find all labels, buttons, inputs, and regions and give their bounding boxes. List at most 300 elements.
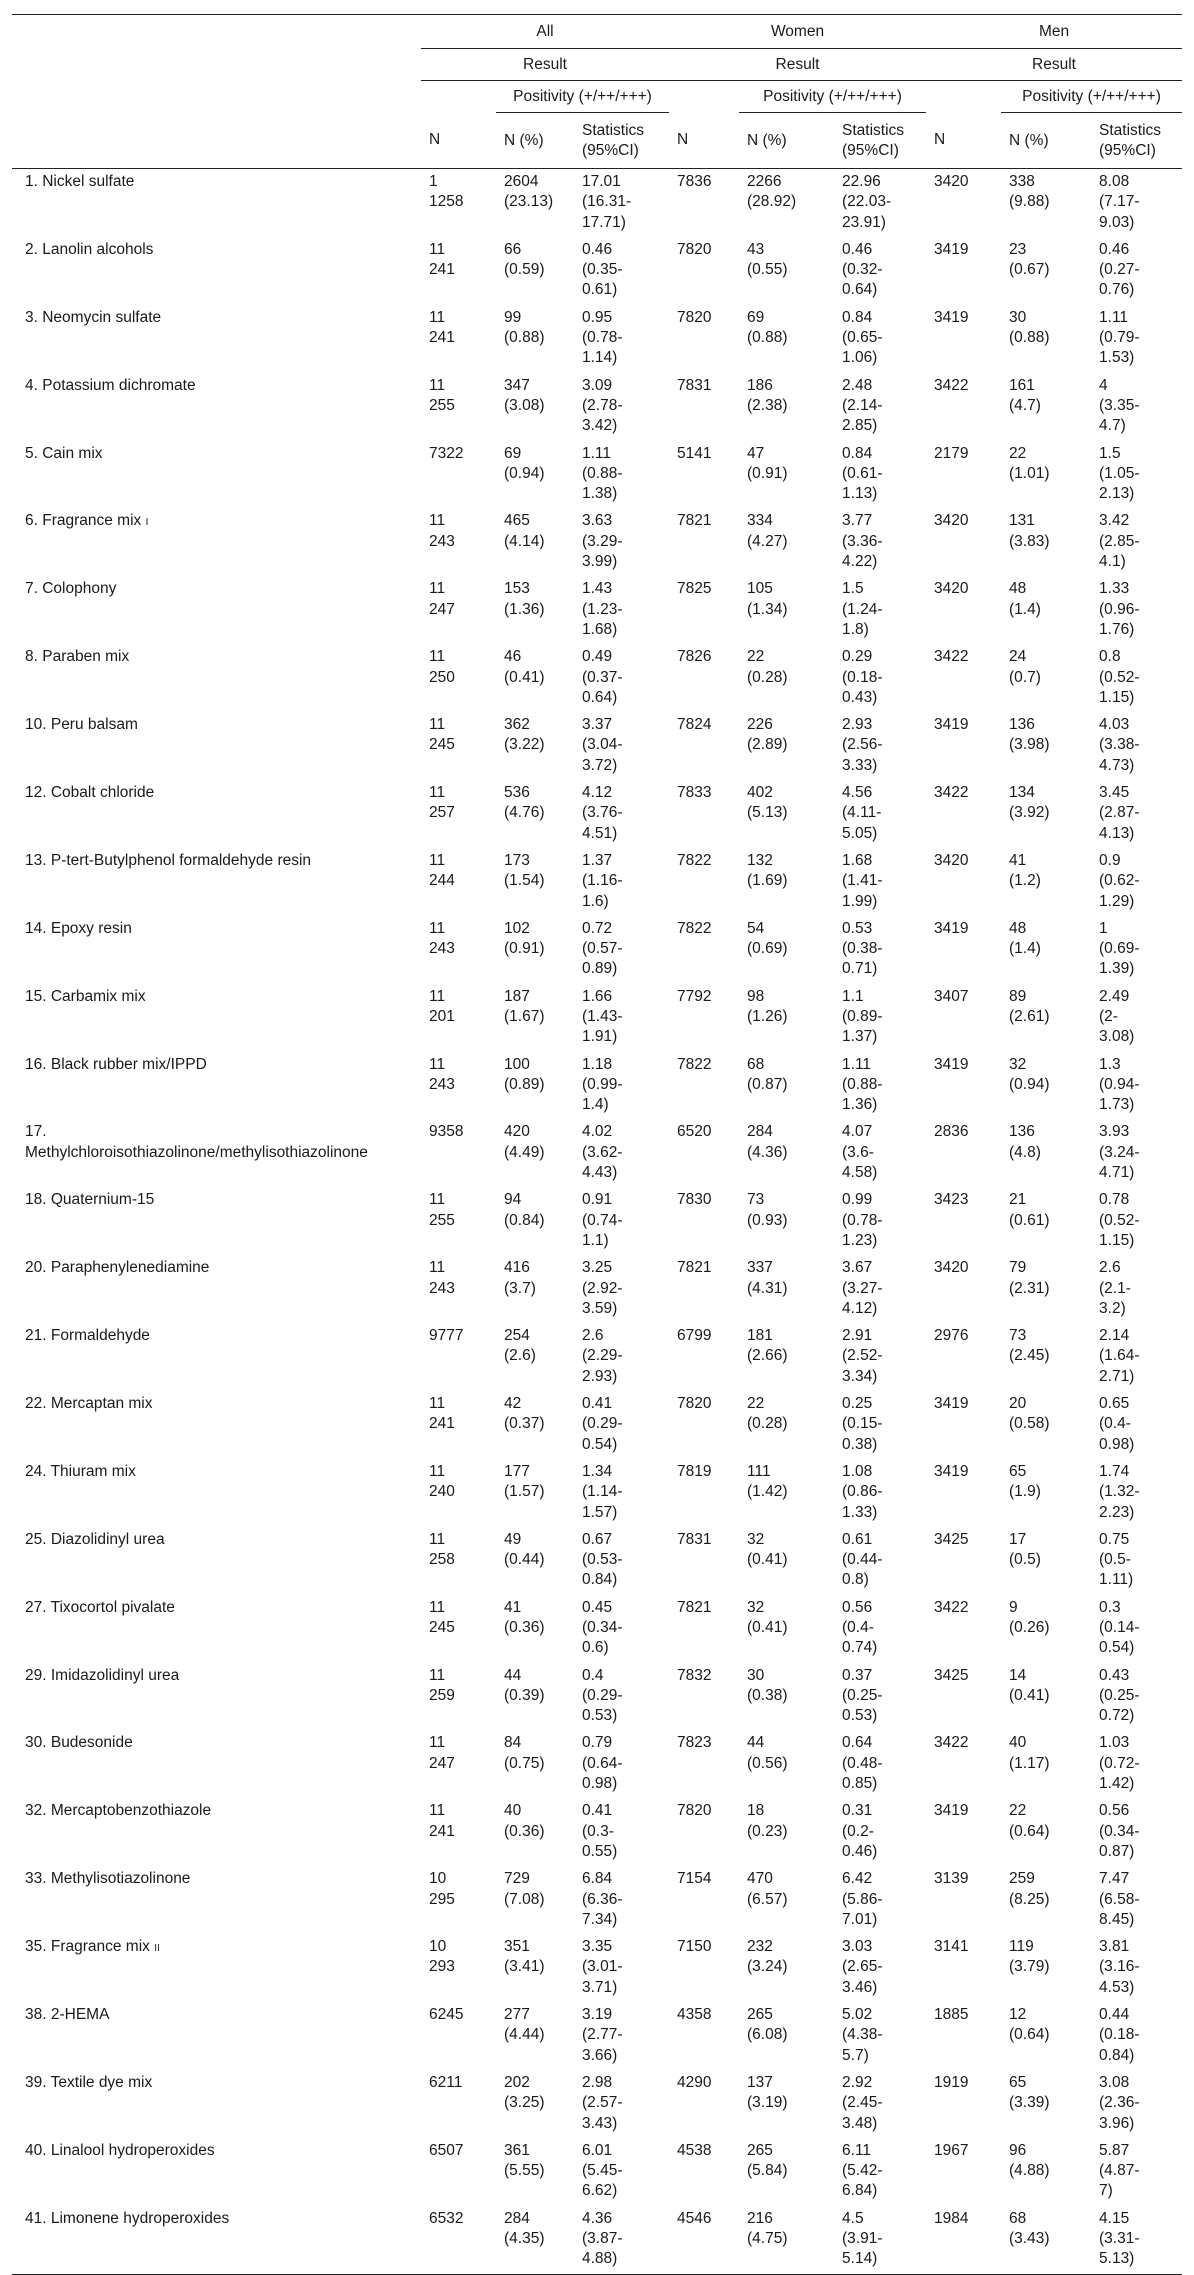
cell-all-stats: 0.91 (0.74- 1.1) <box>582 1191 623 1249</box>
cell-all-n: 11 250 <box>429 648 455 686</box>
patch-test-results-table <box>12 14 1182 2275</box>
cell-women-n-pct: 137 (3.19) <box>747 2073 788 2112</box>
result-all: Result <box>421 49 669 81</box>
cell-all-n: 11 255 <box>429 376 455 414</box>
cell-men-n: 3420 <box>934 580 969 598</box>
table-row <box>12 1255 1182 1323</box>
cell-women-n: 4538 <box>677 2141 712 2159</box>
cell-all-n: 11 241 <box>429 308 455 347</box>
allergen-name: 32. Mercaptobenzothiazole <box>25 1802 212 1820</box>
cell-women-stats: 2.93 (2.56- 3.33) <box>842 716 883 774</box>
cell-men-stats: 3.08 (2.36- 3.96) <box>1099 2073 1140 2132</box>
header-blank <box>12 15 421 49</box>
cell-women-stats: 0.64 (0.48- 0.85) <box>842 1734 883 1793</box>
cell-men-stats: 2.49 (2- 3.08) <box>1099 987 1135 1046</box>
cell-men-stats: 3.81 (3.16- 4.53) <box>1099 1938 1140 1996</box>
cell-women-n: 7820 <box>677 240 712 258</box>
positivity-all: Positivity (+/++/+++) <box>496 81 669 113</box>
cell-all-n-pct: 42 (0.37) <box>504 1395 545 1433</box>
allergen-cell <box>12 2138 421 2206</box>
cell-all-n: 9358 <box>429 1123 464 1141</box>
header-blank <box>926 81 1001 113</box>
cell-men-n: 1984 <box>926 2206 1001 2274</box>
cell-men-stats: 0.3 (0.14- 0.54) <box>1099 1598 1140 1657</box>
cell-women-n: 6520 <box>677 1123 712 1141</box>
table-row <box>12 1866 1182 1934</box>
allergen-cell <box>12 1391 421 1459</box>
cell-women-n-pct: 470 (6.57) <box>747 1870 788 1908</box>
cell-all-n: 11 257 <box>429 784 455 822</box>
cell-women-n-pct: 18 (0.23) <box>747 1802 788 1840</box>
cell-women-n: 6799 <box>677 1327 712 1345</box>
cell-all-n: 11 241 <box>429 1395 455 1433</box>
cell-all-n: 1 1258 <box>429 173 464 211</box>
cell-men-n: 1967 <box>934 2141 969 2159</box>
cell-all-n: 11 247 <box>429 1734 455 1772</box>
allergen-name: 5. Cain mix <box>25 444 103 462</box>
cell-men-n: 3139 <box>934 1870 969 1888</box>
col-all-stats: Statistics (95%CI) <box>574 113 669 169</box>
allergen-name: 4. Potassium dichromate <box>25 376 196 394</box>
cell-men-n-pct: 40 (1.17) <box>1009 1734 1050 1772</box>
cell-men-n-pct: 14 (0.41) <box>1009 1666 1050 1704</box>
cell-women-stats: 6.11 (5.42- 6.84) <box>842 2141 883 2200</box>
cell-men-stats: 0.56 (0.34- 0.87) <box>1099 1802 1140 1860</box>
cell-men-n: 3422 <box>934 784 969 802</box>
cell-men-n-pct: 23 (0.67) <box>1009 240 1050 279</box>
cell-women-n: 7820 <box>677 308 712 326</box>
cell-women-stats: 0.37 (0.25- 0.53) <box>842 1666 883 1725</box>
allergen-cell <box>12 1187 421 1255</box>
cell-men-stats: 1.3 (0.94- 1.73) <box>1099 1055 1140 1114</box>
allergen-cell <box>12 712 421 780</box>
cell-women-stats: 0.56 (0.4- 0.74) <box>842 1598 878 1657</box>
allergen-cell <box>12 1730 421 1798</box>
table-header <box>12 15 1182 169</box>
cell-women-n: 7820 <box>677 1395 712 1413</box>
cell-men-n-pct: 24 (0.7) <box>1009 648 1041 686</box>
allergen-cell <box>12 1052 421 1120</box>
cell-women-stats: 0.31 (0.2- 0.46) <box>842 1802 878 1860</box>
cell-men-stats: 1.33 (0.96- 1.76) <box>1099 580 1140 638</box>
cell-all-n: 11 240 <box>429 1462 455 1501</box>
cell-all-n: 11 244 <box>429 851 455 890</box>
cell-men-n-pct: 136 (4.8) <box>1009 1123 1041 1161</box>
table-row <box>12 237 1182 305</box>
cell-all-n: 11 243 <box>429 1259 455 1297</box>
allergen-cell <box>12 508 421 576</box>
cell-all-n-pct: 49 (0.44) <box>504 1530 545 1569</box>
cell-all-n-pct: 351 (3.41) <box>504 1938 545 1976</box>
cell-men-n: 3422 <box>934 376 969 394</box>
cell-men-n-pct: 119 (3.79) <box>1009 1938 1050 1976</box>
allergen-name: 25. Diazolidinyl urea <box>25 1530 165 1548</box>
cell-women-n-pct: 186 (2.38) <box>747 376 788 414</box>
allergen-name: 12. Cobalt chloride <box>25 784 155 802</box>
cell-all-n-pct: 84 (0.75) <box>504 1734 545 1772</box>
table-row <box>12 2002 1182 2070</box>
cell-women-n: 7826 <box>677 648 712 666</box>
allergen-cell <box>12 984 421 1052</box>
cell-all-stats: 0.45 (0.34- 0.6) <box>582 1598 623 1657</box>
table-row <box>12 984 1182 1052</box>
cell-women-n: 7831 <box>677 1530 712 1548</box>
cell-women-n: 7836 <box>677 173 712 190</box>
cell-women-stats: 0.29 (0.18- 0.43) <box>842 648 883 706</box>
cell-men-n-pct: 131 (3.83) <box>1009 512 1050 550</box>
cell-men-n: 3425 <box>934 1666 969 1684</box>
allergen-name: 30. Budesonide <box>25 1734 133 1752</box>
cell-all-stats: 17.01 (16.31- 17.71) <box>582 173 632 231</box>
cell-all-stats: 0.4 (0.29- 0.53) <box>582 1666 623 1725</box>
cell-all-stats: 3.25 (2.92- 3.59) <box>582 1259 623 1317</box>
cell-all-stats: 0.67 (0.53- 0.84) <box>582 1530 623 1589</box>
header-result-row <box>12 49 1182 81</box>
cell-all-n-pct: 536 (4.76) <box>504 784 545 822</box>
cell-women-n-pct: 98 (1.26) <box>747 987 788 1025</box>
cell-men-stats: 4.15 (3.31- 5.13) <box>1091 2206 1182 2274</box>
allergen-cell <box>12 780 421 848</box>
cell-all-n: 11 201 <box>429 987 455 1025</box>
allergen-cell <box>12 916 421 984</box>
cell-all-n-pct: 347 (3.08) <box>504 376 545 414</box>
cell-women-n-pct: 32 (0.41) <box>747 1530 788 1569</box>
allergen-cell <box>12 1934 421 2002</box>
cell-all-n-pct: 187 (1.67) <box>504 987 545 1025</box>
cell-all-stats: 1.18 (0.99- 1.4) <box>582 1055 623 1114</box>
result-men: Result <box>926 49 1182 81</box>
cell-women-n-pct: 132 (1.69) <box>747 851 788 890</box>
cell-men-n-pct: 12 (0.64) <box>1009 2006 1050 2044</box>
cell-all-n-pct: 173 (1.54) <box>504 851 545 890</box>
cell-men-n: 3419 <box>934 240 969 258</box>
cell-all-stats: 1.37 (1.16- 1.6) <box>582 851 623 910</box>
allergen-cell <box>12 2070 421 2138</box>
cell-men-n: 2179 <box>934 444 969 462</box>
col-all-n-pct: N (%) <box>496 113 574 169</box>
cell-men-n-pct: 68 (3.43) <box>1001 2206 1091 2274</box>
cell-women-n: 7830 <box>677 1191 712 1209</box>
cell-women-stats: 5.02 (4.38- 5.7) <box>842 2006 883 2064</box>
cell-all-n: 11 245 <box>429 1598 455 1636</box>
table-row <box>12 441 1182 509</box>
allergen-cell <box>12 237 421 305</box>
cell-all-n: 7322 <box>429 444 464 462</box>
allergen-cell <box>12 1119 421 1187</box>
cell-all-stats: 3.37 (3.04- 3.72) <box>582 716 623 774</box>
cell-women-stats: 4.56 (4.11- 5.05) <box>842 784 882 842</box>
col-men-n-pct: N (%) <box>1001 113 1091 169</box>
cell-women-n-pct: 265 (6.08) <box>747 2006 788 2044</box>
cell-all-stats: 0.72 (0.57- 0.89) <box>582 919 623 978</box>
cell-men-n: 3419 <box>934 716 969 734</box>
cell-men-stats: 0.78 (0.52- 1.15) <box>1099 1191 1140 1249</box>
cell-all-n-pct: 100 (0.89) <box>504 1055 545 1093</box>
cell-all-n-pct: 254 (2.6) <box>504 1327 536 1365</box>
allergen-cell <box>12 1323 421 1391</box>
allergen-cell <box>12 373 421 441</box>
cell-all-n-pct: 102 (0.91) <box>504 919 545 958</box>
cell-women-n: 5141 <box>677 444 712 462</box>
allergen-name: 22. Mercaptan mix <box>25 1395 153 1413</box>
cell-women-n-pct: 284 (4.36) <box>747 1123 788 1161</box>
cell-men-stats: 0.75 (0.5- 1.11) <box>1099 1530 1134 1589</box>
cell-women-n-pct: 111 (1.42) <box>747 1462 788 1501</box>
group-all: All <box>421 15 669 49</box>
cell-women-n: 7820 <box>677 1802 712 1820</box>
cell-men-n-pct: 89 (2.61) <box>1009 987 1050 1025</box>
cell-men-stats: 3.45 (2.87- 4.13) <box>1099 784 1140 842</box>
table-row <box>12 1934 1182 2002</box>
cell-men-n: 1885 <box>934 2006 969 2024</box>
cell-men-n: 3419 <box>934 1462 969 1480</box>
cell-women-n-pct: 32 (0.41) <box>747 1598 788 1636</box>
cell-women-n: 7154 <box>677 1870 712 1888</box>
allergen-cell <box>12 1663 421 1731</box>
cell-women-stats: 4.07 (3.6- 4.58) <box>842 1123 878 1182</box>
table-row <box>12 1323 1182 1391</box>
table-row <box>12 1527 1182 1595</box>
cell-men-n-pct: 65 (3.39) <box>1009 2073 1050 2112</box>
cell-men-n-pct: 32 (0.94) <box>1009 1055 1050 1093</box>
cell-all-n-pct: 66 (0.59) <box>504 240 545 279</box>
cell-all-stats: 0.46 (0.35- 0.61) <box>582 240 623 299</box>
cell-women-stats: 0.61 (0.44- 0.8) <box>842 1530 883 1589</box>
cell-all-n-pct: 362 (3.22) <box>504 716 545 754</box>
cell-men-n-pct: 30 (0.88) <box>1009 308 1050 347</box>
allergen-cell <box>12 2206 421 2274</box>
header-columns-row <box>12 113 1182 169</box>
allergen-name: 38. 2-HEMA <box>25 2006 110 2024</box>
allergen-name: 6. Fragrance mix <box>25 512 142 530</box>
cell-all-n: 10 293 <box>429 1938 455 1976</box>
table-row <box>12 576 1182 644</box>
header-blank <box>669 81 739 113</box>
cell-all-stats: 6.84 (6.36- 7.34) <box>582 1870 623 1928</box>
cell-men-stats: 1.11 (0.79- 1.53) <box>1099 308 1140 367</box>
allergen-name: 35. Fragrance mix <box>25 1938 150 1956</box>
allergen-cell <box>12 1866 421 1934</box>
cell-all-n: 6532 <box>421 2206 496 2274</box>
cell-all-stats: 3.63 (3.29- 3.99) <box>582 512 623 571</box>
cell-men-n-pct: 20 (0.58) <box>1009 1395 1050 1433</box>
cell-all-n: 9777 <box>429 1327 464 1345</box>
allergen-cell <box>12 169 421 237</box>
cell-all-stats: 1.34 (1.14- 1.57) <box>582 1462 623 1521</box>
cell-men-n: 3423 <box>934 1191 969 1209</box>
cell-men-stats: 7.47 (6.58- 8.45) <box>1099 1870 1140 1928</box>
cell-men-n-pct: 48 (1.4) <box>1009 580 1041 618</box>
cell-men-n: 3422 <box>934 648 969 666</box>
allergen-name: 16. Black rubber mix/IPPD <box>25 1055 207 1073</box>
col-women-stats: Statistics (95%CI) <box>834 113 926 169</box>
cell-women-stats: 6.42 (5.86- 7.01) <box>842 1870 883 1928</box>
header-blank <box>12 113 421 169</box>
cell-women-n: 4358 <box>677 2006 712 2024</box>
cell-all-n-pct: 277 (4.44) <box>504 2006 545 2044</box>
cell-women-n-pct: 334 (4.27) <box>747 512 788 550</box>
cell-men-stats: 0.43 (0.25- 0.72) <box>1099 1666 1140 1725</box>
table-row <box>12 1391 1182 1459</box>
cell-women-stats: 1.5 (1.24- 1.8) <box>842 580 883 638</box>
table-row <box>12 2206 1182 2274</box>
cell-men-stats: 2.14 (1.64- 2.71) <box>1099 1327 1140 1385</box>
cell-women-stats: 1.68 (1.41- 1.99) <box>842 851 883 910</box>
cell-men-n-pct: 9 (0.26) <box>1009 1598 1050 1636</box>
cell-all-stats: 4.12 (3.76- 4.51) <box>582 784 623 842</box>
allergen-name: 18. Quaternium-15 <box>25 1191 155 1209</box>
table-row <box>12 1119 1182 1187</box>
cell-women-n-pct: 22 (0.28) <box>747 1395 788 1433</box>
cell-men-n-pct: 41 (1.2) <box>1009 851 1041 890</box>
cell-men-stats: 1.74 (1.32- 2.23) <box>1099 1462 1140 1521</box>
cell-women-stats: 22.96 (22.03- 23.91) <box>842 173 892 231</box>
header-blank <box>12 49 421 81</box>
col-women-n-pct: N (%) <box>739 113 834 169</box>
cell-men-stats: 4 (3.35- 4.7) <box>1099 376 1140 435</box>
cell-all-n-pct: 2604 (23.13) <box>504 173 554 211</box>
allergen-cell <box>12 1459 421 1527</box>
group-men: Men <box>926 15 1182 49</box>
cell-all-n: 11 243 <box>429 919 455 958</box>
cell-women-n-pct: 43 (0.55) <box>747 240 788 279</box>
cell-all-stats: 0.41 (0.29- 0.54) <box>582 1395 623 1453</box>
cell-women-stats: 2.91 (2.52- 3.34) <box>842 1327 883 1385</box>
cell-men-n: 2976 <box>934 1327 969 1345</box>
header-blank <box>421 81 496 113</box>
cell-all-n-pct: 40 (0.36) <box>504 1802 545 1840</box>
allergen-cell <box>12 1255 421 1323</box>
positivity-men: Positivity (+/++/+++) <box>1001 81 1182 113</box>
cell-women-n: 7822 <box>677 919 712 937</box>
cell-women-n-pct: 22 (0.28) <box>747 648 788 686</box>
allergen-name: 40. Linalool hydroperoxides <box>25 2141 215 2159</box>
cell-women-n-pct: 337 (4.31) <box>747 1259 788 1297</box>
cell-women-stats: 1.11 (0.88- 1.36) <box>842 1055 883 1114</box>
cell-women-n: 7822 <box>677 851 712 869</box>
table-row <box>12 848 1182 916</box>
allergen-cell <box>12 644 421 712</box>
cell-men-stats: 3.42 (2.85- 4.1) <box>1099 512 1140 571</box>
cell-men-stats: 2.6 (2.1- 3.2) <box>1099 1259 1131 1317</box>
cell-men-stats: 4.03 (3.38- 4.73) <box>1099 716 1140 774</box>
table-row <box>12 644 1182 712</box>
col-all-n: N <box>421 113 496 169</box>
cell-women-stats: 3.77 (3.36- 4.22) <box>842 512 883 571</box>
cell-men-n: 3419 <box>934 308 969 326</box>
cell-men-stats: 1.03 (0.72- 1.42) <box>1099 1734 1140 1793</box>
cell-all-n: 11 245 <box>429 716 455 754</box>
cell-women-n: 4290 <box>677 2073 712 2091</box>
cell-women-n-pct: 232 (3.24) <box>747 1938 788 1976</box>
cell-women-n-pct: 69 (0.88) <box>747 308 788 347</box>
allergen-cell <box>12 441 421 509</box>
cell-women-n: 7821 <box>677 512 712 530</box>
table-row <box>12 916 1182 984</box>
cell-men-stats: 0.44 (0.18- 0.84) <box>1099 2006 1140 2064</box>
col-women-n: N <box>669 113 739 169</box>
cell-men-n-pct: 96 (4.88) <box>1009 2141 1050 2180</box>
cell-women-stats: 0.84 (0.61- 1.13) <box>842 444 883 503</box>
allergen-cell <box>12 1527 421 1595</box>
cell-men-n-pct: 21 (0.61) <box>1009 1191 1050 1229</box>
cell-all-n-pct: 41 (0.36) <box>504 1598 545 1636</box>
table-row <box>12 305 1182 373</box>
cell-women-n: 7819 <box>677 1462 712 1480</box>
cell-men-stats: 1.5 (1.05- 2.13) <box>1099 444 1140 503</box>
cell-men-stats: 3.93 (3.24- 4.71) <box>1099 1123 1140 1182</box>
header-positivity-row <box>12 81 1182 113</box>
cell-men-n: 2836 <box>934 1123 969 1141</box>
allergen-name: 33. Methylisotiazolinone <box>25 1870 191 1888</box>
cell-women-stats: 0.46 (0.32- 0.64) <box>842 240 883 299</box>
cell-women-stats: 4.5 (3.91- 5.14) <box>834 2206 926 2274</box>
positivity-women: Positivity (+/++/+++) <box>739 81 926 113</box>
table-row <box>12 1459 1182 1527</box>
cell-all-stats: 4.36 (3.87- 4.88) <box>574 2206 669 2274</box>
cell-all-stats: 0.41 (0.3- 0.55) <box>582 1802 618 1860</box>
allergen-name: 2. Lanolin alcohols <box>25 240 154 258</box>
cell-women-n-pct: 265 (5.84) <box>747 2141 788 2180</box>
cell-women-stats: 0.84 (0.65- 1.06) <box>842 308 883 367</box>
allergen-name: 20. Paraphenylenediamine <box>25 1259 210 1277</box>
cell-women-n: 7825 <box>677 580 712 598</box>
allergen-cell <box>12 1595 421 1663</box>
cell-all-n: 11 243 <box>429 512 455 550</box>
allergen-cell <box>12 2002 421 2070</box>
cell-women-n: 7821 <box>677 1259 712 1277</box>
cell-men-n-pct: 79 (2.31) <box>1009 1259 1050 1297</box>
allergen-name: 41. Limonene hydroperoxides <box>25 2209 230 2227</box>
cell-all-stats: 6.01 (5.45- 6.62) <box>582 2141 623 2200</box>
cell-women-n: 7792 <box>677 987 712 1005</box>
cell-all-n-pct: 99 (0.88) <box>504 308 545 347</box>
cell-men-n: 3141 <box>934 1938 969 1956</box>
cell-all-n-pct: 729 (7.08) <box>504 1870 545 1908</box>
table-body <box>12 169 1182 2275</box>
cell-all-stats: 3.19 (2.77- 3.66) <box>582 2006 623 2064</box>
cell-men-n: 3420 <box>934 1259 969 1277</box>
cell-all-stats: 1.43 (1.23- 1.68) <box>582 580 623 638</box>
cell-all-n-pct: 416 (3.7) <box>504 1259 536 1297</box>
cell-all-n: 11 255 <box>429 1191 455 1229</box>
table-row <box>12 1663 1182 1731</box>
allergen-name: 29. Imidazolidinyl urea <box>25 1666 180 1684</box>
cell-men-n: 3407 <box>934 987 969 1005</box>
cell-women-n-pct: 68 (0.87) <box>747 1055 788 1093</box>
cell-men-n: 3419 <box>934 1055 969 1073</box>
cell-women-n-pct: 54 (0.69) <box>747 919 788 958</box>
table-row <box>12 1595 1182 1663</box>
cell-all-n-pct: 153 (1.36) <box>504 580 545 618</box>
allergen-name: 15. Carbamix mix <box>25 987 146 1005</box>
allergen-roman-numeral: II <box>154 1943 160 1955</box>
allergen-name: 27. Tixocortol pivalate <box>25 1598 175 1616</box>
cell-all-stats: 0.79 (0.64- 0.98) <box>582 1734 623 1793</box>
cell-all-stats: 1.11 (0.88- 1.38) <box>582 444 623 503</box>
cell-men-n: 3420 <box>934 173 969 190</box>
table-row <box>12 508 1182 576</box>
cell-all-n: 10 295 <box>429 1870 455 1908</box>
cell-men-n-pct: 136 (3.98) <box>1009 716 1050 754</box>
table-row <box>12 780 1182 848</box>
cell-women-stats: 2.48 (2.14- 2.85) <box>842 376 883 435</box>
allergen-cell <box>12 576 421 644</box>
cell-all-stats: 1.66 (1.43- 1.91) <box>582 987 623 1046</box>
cell-women-n: 7823 <box>677 1734 712 1752</box>
table-row <box>12 2070 1182 2138</box>
cell-women-n-pct: 30 (0.38) <box>747 1666 788 1704</box>
